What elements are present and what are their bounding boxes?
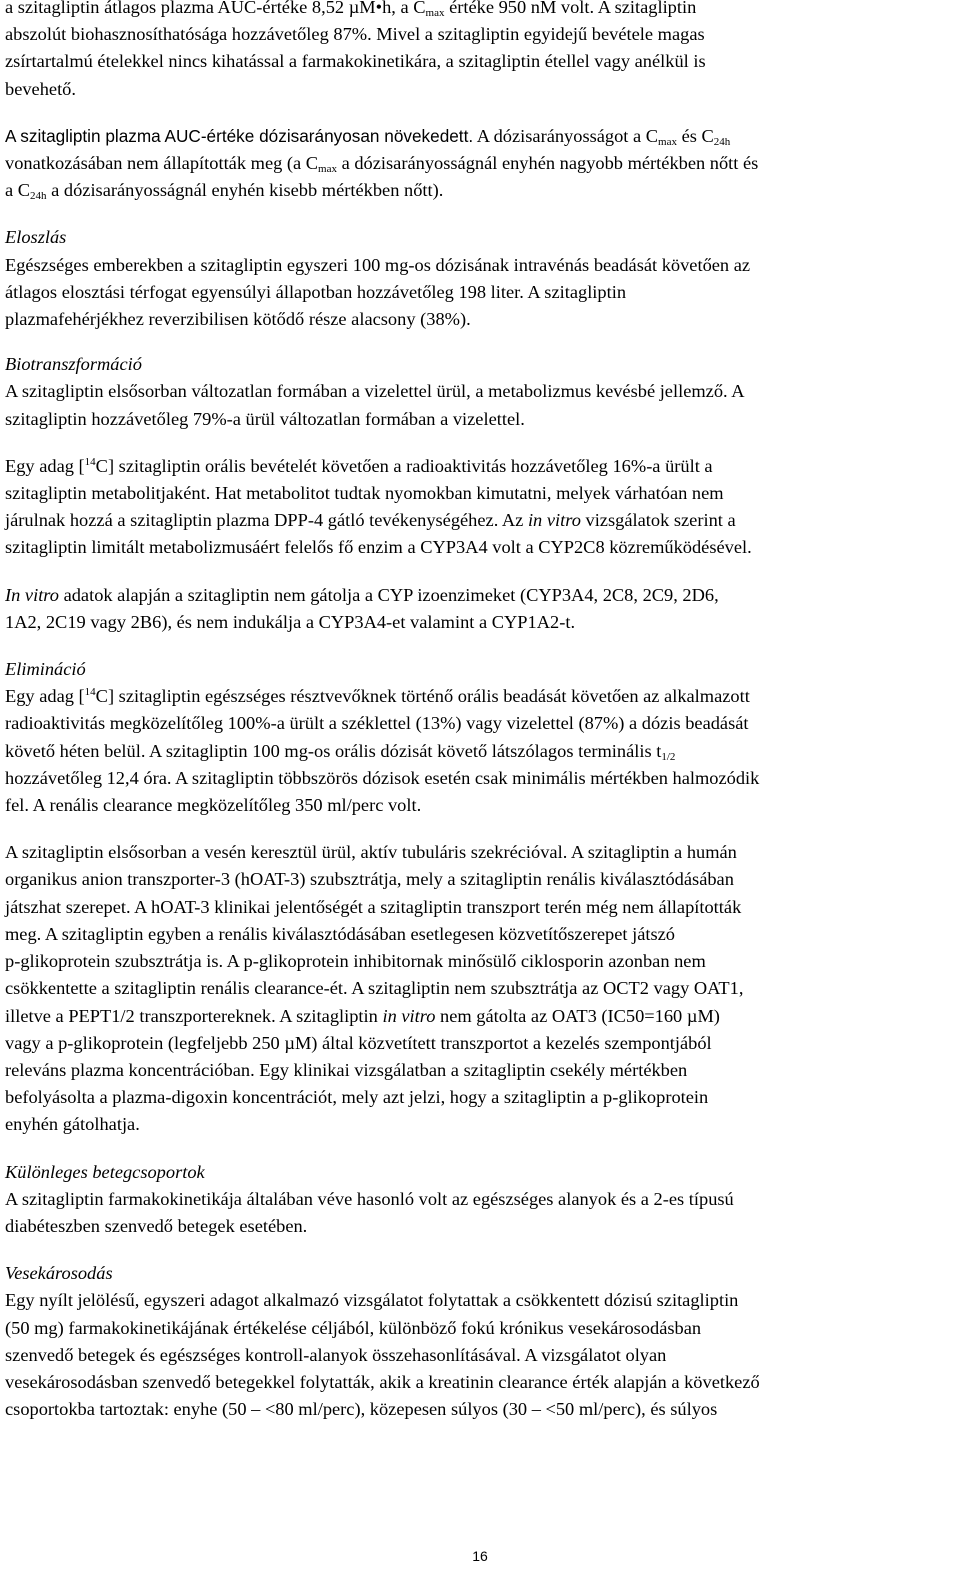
subscript: max: [318, 163, 337, 176]
section-heading: Eloszlás: [5, 227, 67, 248]
section-vesekarosodas: [5, 1260, 955, 1423]
section-biotranszformacio: [5, 351, 955, 433]
spacer: [5, 103, 955, 123]
text-line: enyhén gátolhatja.: [5, 1114, 140, 1135]
subscript: max: [425, 7, 445, 19]
text-span: nem gátolta az OAT3 (IC50=160 µM): [435, 1005, 720, 1026]
spacer: [5, 636, 955, 656]
text-line: Egy nyílt jelölésű, egyszeri adagot alkalmazó vizsgálatot folytattak a csökkentett dózisú szitagliptin: [5, 1290, 739, 1311]
text-span: adatok alapján a szitagliptin nem gátolja a CYP izoenzimeket (CYP3A4, 2C8, 2C9, 2D6,: [58, 584, 719, 605]
text-span: illetve a PEPT1/2 transzportereknek. A szitagliptin: [5, 1005, 383, 1026]
paragraph-renal-excretion: [5, 839, 955, 1138]
page-number: 16: [472, 1548, 488, 1564]
spacer: [5, 819, 955, 839]
section-eliminacio: [5, 656, 955, 819]
text-line: [5, 683, 955, 710]
text-line: bevehető.: [5, 78, 76, 99]
text-line: [5, 123, 955, 150]
text-line: szenvedő betegek és egészséges kontroll-alanyok összehasonlításával. A vizsgálatot olyan: [5, 1344, 667, 1365]
text-line: szitagliptin limitált metabolizmusáért felelős fő enzim a CYP3A4 volt a CYP2C8 közreműködésével.: [5, 537, 752, 558]
spacer: [5, 1240, 955, 1260]
text-line: abszolút biohasznosíthatósága hozzávetőleg 87%. Mivel a szitagliptin egyidejű bevétele magas: [5, 24, 705, 45]
text-line: szitagliptin metabolitjaként. Hat metabolitot tudtak nyomokban kimutatni, melyek várhatóan nem: [5, 483, 724, 504]
text-line: zsírtartalmú ételekkel nincs kihatással a farmakokinetikára, a szitagliptin étellel vagy anélkül is: [5, 51, 706, 72]
spacer: [5, 204, 955, 224]
italic-text: In vitro: [5, 584, 59, 605]
paragraph-absorption: [5, 0, 955, 103]
italic-text: in vitro: [527, 510, 581, 531]
text-line: Egészséges emberekben a szitagliptin egyszeri 100 mg-os dózisának intravénás beadását követően az: [5, 254, 751, 275]
document-page: [5, 0, 955, 1423]
text-line: [5, 453, 955, 480]
paragraph-in-vitro: [5, 582, 955, 636]
superscript: 14: [84, 455, 96, 468]
text-line: [5, 1003, 955, 1030]
text-line: A szitagliptin farmakokinetikája általában véve hasonló volt az egészséges alanyok és a 2-es típusú: [5, 1188, 734, 1209]
text-span: A szitagliptin plazma AUC-értéke dózisarányosan növekedett.: [5, 125, 474, 146]
text-line: 1A2, 2C19 vagy 2B6), és nem indukálja a CYP3A4-et valamint a CYP1A2-t.: [5, 611, 576, 632]
section-heading: Különleges betegcsoportok: [5, 1161, 205, 1182]
spacer: [5, 433, 955, 453]
spacer: [5, 562, 955, 582]
text-line: (50 mg) farmakokinetikájának értékelése céljából, különböző fokú krónikus vesekárosodásban: [5, 1317, 702, 1338]
text-span: járulnak hozzá a szitagliptin plazma DPP-4 gátló tevékenységéhez. Az: [5, 510, 528, 531]
text-line: [5, 738, 955, 765]
text-span: a dózisarányosságnál enyhén nagyobb mértékben nőtt és: [337, 153, 759, 174]
paragraph-metabolites: [5, 453, 955, 562]
text-span: a dózisarányosságnál enyhén kisebb mértékben nőtt).: [46, 180, 444, 201]
text-line: [5, 582, 955, 609]
section-heading: Elimináció: [5, 659, 86, 680]
text-line: [5, 0, 955, 21]
text-line: [5, 507, 955, 534]
text-line: átlagos elosztási térfogat egyensúlyi állapotban hozzávetőleg 198 liter. A szitagliptin: [5, 281, 627, 302]
subscript: 1/2: [661, 750, 676, 763]
text-line: p-glikoprotein szubsztrátja is. A p-glikoprotein inhibitornak minősülő ciklosporin azonban nem: [5, 951, 706, 972]
text-line: organikus anion transzporter-3 (hOAT-3) szubsztrátja, mely a szitagliptin renális kiválasztódásában: [5, 869, 734, 890]
text-line: csökkentette a szitagliptin renális clearance-ét. A szitagliptin nem szubsztrátja az OCT2 vagy OAT1,: [5, 978, 744, 999]
subscript: 24h: [30, 190, 47, 203]
text-span: C] szitagliptin egészséges résztvevőknek történő orális beadását követően az alkalmazott: [95, 686, 750, 707]
section-heading: Vesekárosodás: [5, 1263, 113, 1284]
text-line: csoportokba tartoztak: enyhe (50 – <80 ml/perc), közepesen súlyos (30 – <50 ml/perc), és súlyos: [5, 1399, 718, 1420]
text-line: meg. A szitagliptin egyben a renális kiválasztódásában esetlegesen közvetítőszerepet játszó: [5, 923, 676, 944]
text-span: vonatkozásában nem állapították meg (a C: [5, 153, 319, 174]
paragraph-dose-proportionality: [5, 123, 955, 205]
section-kulonleges: [5, 1159, 955, 1241]
text-span: és C: [677, 125, 714, 146]
text-span: követő héten belül. A szitagliptin 100 mg-os orális dózisát követő látszólagos terminális t: [5, 740, 662, 761]
text-line: plazmafehérjékhez reverzibilisen kötődő része alacsony (38%).: [5, 309, 471, 330]
section-eloszlas: [5, 224, 955, 333]
text-line: A szitagliptin elsősorban változatlan formában a vizelettel ürül, a metabolizmus kevésbé jellemző. A: [5, 381, 745, 402]
subscript: 24h: [713, 135, 731, 148]
text-span: vizsgálatok szerint a: [580, 510, 736, 531]
text-span: A dózisarányosságot a C: [473, 125, 659, 146]
text-line: szitagliptin hozzávetőleg 79%-a ürül változatlan formában a vizelettel.: [5, 408, 525, 429]
text-line: vesekárosodásban szenvedő betegekkel folytatták, akik a kreatinin clearance érték alapján a következő: [5, 1371, 760, 1392]
spacer: [5, 1139, 955, 1159]
text-span: Egy adag [: [5, 686, 85, 707]
subscript: max: [658, 135, 677, 148]
text-line: vagy a p-glikoprotein (legfeljebb 250 µM) által közvetített transzportot a kezelés szempontjából: [5, 1032, 712, 1053]
text-span: a C: [5, 180, 31, 201]
italic-text: in vitro: [382, 1005, 436, 1026]
text-line: fel. A renális clearance megközelítőleg 350 ml/perc volt.: [5, 795, 422, 816]
text-span: Egy adag [: [5, 455, 85, 476]
text-line: befolyásolta a plazma-digoxin koncentrációt, mely azt jelzi, hogy a szitagliptin a p-glikoprotein: [5, 1087, 709, 1108]
text-line: A szitagliptin elsősorban a vesén keresztül ürül, aktív tubuláris szekrécióval. A szitagliptin a humán: [5, 842, 737, 863]
superscript: 14: [84, 686, 96, 699]
text-line: releváns plazma koncentrációban. Egy klinikai vizsgálatban a szitagliptin csekély mértékben: [5, 1059, 688, 1080]
section-heading: Biotranszformáció: [5, 354, 142, 375]
text-line: [5, 150, 955, 177]
text-line: [5, 177, 955, 204]
text-span: értéke 950 nM volt. A szitagliptin: [444, 0, 697, 17]
text-line: hozzávetőleg 12,4 óra. A szitagliptin többszörös dózisok esetén csak minimális mértékben halmozódik: [5, 767, 760, 788]
text-span: a szitagliptin átlagos plazma AUC-értéke 8,52 µM•h, a C: [5, 0, 426, 17]
text-span: C] szitagliptin orális bevételét követően a radioaktivitás hozzávetőleg 16%-a ürült a: [95, 455, 713, 476]
text-line: játszhat szerepet. A hOAT-3 klinikai jelentőségét a szitagliptin transzport terén még nem állapították: [5, 896, 742, 917]
text-line: radioaktivitás megközelítőleg 100%-a ürült a széklettel (13%) vagy vizelettel (87%) a dózis beadását: [5, 713, 749, 734]
spacer: [5, 333, 955, 351]
text-line: diabéteszben szenvedő betegek esetében.: [5, 1215, 308, 1236]
